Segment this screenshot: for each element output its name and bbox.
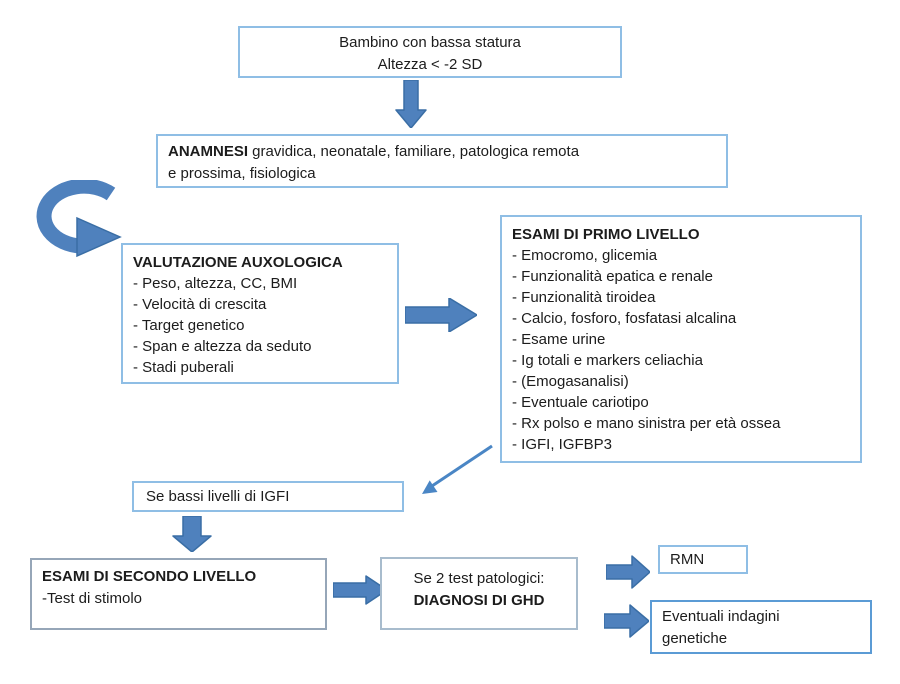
list-item: - Esame urine	[512, 331, 606, 348]
valutazione-title: VALUTAZIONE AUXOLOGICA	[133, 254, 343, 271]
esami-secondo-list	[42, 588, 315, 610]
list-item: - Ig totali e markers celiachia	[512, 352, 703, 369]
anamnesi-title: ANAMNESI	[168, 143, 249, 160]
esami-primo-list	[512, 245, 850, 455]
diagnosi-line2: DIAGNOSI DI GHD	[413, 592, 545, 609]
igfi-condition-box	[132, 481, 404, 512]
anamnesi-line2: e prossima, fisiologica	[168, 165, 316, 182]
genetiche-line1: Eventuali indagini	[662, 608, 780, 625]
anamnesi-line1-rest: gravidica, neonatale, familiare, patologica remota	[248, 143, 580, 160]
diagonal-arrow-icon	[410, 438, 505, 503]
anamnesi-box	[156, 134, 728, 188]
list-item: - (Emogasanalisi)	[512, 373, 629, 390]
arrow-right-genetiche-icon	[604, 604, 649, 638]
arrow-right-diagnosi-icon	[333, 575, 387, 605]
arrow-down-icon	[391, 80, 431, 128]
esami-secondo-title: ESAMI DI SECONDO LIVELLO	[42, 568, 257, 585]
esami-secondo-livello-box	[30, 558, 327, 630]
arrow-right-rmn-icon	[606, 554, 650, 590]
bambino-line1: Bambino con bassa statura	[339, 34, 521, 51]
genetiche-line2: genetiche	[662, 630, 728, 647]
list-item: -Test di stimolo	[42, 590, 143, 607]
bambino-bassa-statura-box	[238, 26, 622, 78]
list-item: - Funzionalità tiroidea	[512, 289, 656, 306]
list-item: - Funzionalità epatica e renale	[512, 268, 713, 285]
esami-primo-livello-box	[500, 215, 862, 463]
list-item: - Velocità di crescita	[133, 296, 267, 313]
list-item: - Target genetico	[133, 317, 245, 334]
list-item: - Span e altezza da seduto	[133, 338, 312, 355]
valutazione-list	[133, 273, 387, 378]
rmn-box	[658, 545, 748, 574]
bambino-line2: Altezza < -2 SD	[377, 56, 483, 73]
valutazione-auxologica-box	[121, 243, 399, 384]
rmn-label: RMN	[670, 551, 705, 568]
indagini-genetiche-box	[650, 600, 872, 654]
arrow-down-igfi-icon	[172, 516, 212, 552]
list-item: - Calcio, fosforo, fosfatasi alcalina	[512, 310, 737, 327]
list-item: - Stadi puberali	[133, 359, 234, 376]
list-item: - IGFI, IGFBP3	[512, 436, 613, 453]
arrow-right-icon	[405, 298, 477, 332]
list-item: - Peso, altezza, CC, BMI	[133, 275, 298, 292]
list-item: - Eventuale cariotipo	[512, 394, 649, 411]
igfi-label: Se bassi livelli di IGFI	[146, 488, 290, 505]
diagnosi-ghd-box	[380, 557, 578, 630]
list-item: - Emocromo, glicemia	[512, 247, 658, 264]
list-item: - Rx polso e mano sinistra per età ossea	[512, 415, 781, 432]
curved-arrow-icon	[25, 180, 125, 265]
anamnesi-line1	[168, 141, 716, 163]
diagnosi-line1: Se 2 test patologici:	[413, 570, 545, 587]
esami-primo-title: ESAMI DI PRIMO LIVELLO	[512, 226, 700, 243]
